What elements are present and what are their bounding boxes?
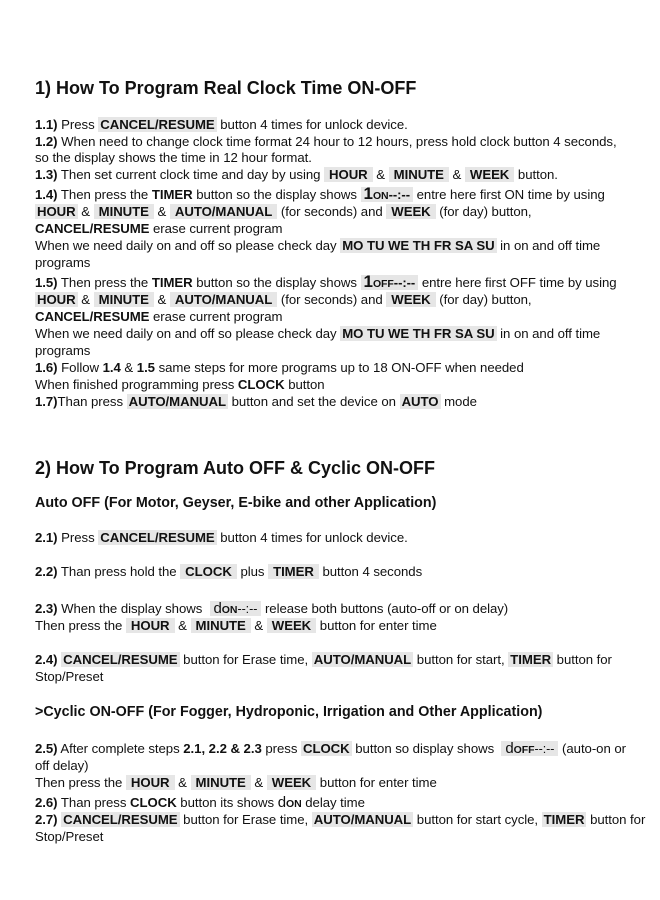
cancel-resume-key: CANCEL/RESUME [100, 117, 215, 132]
step-1-2: 1.2) When need to change clock time format 24 hour to 12 hours, press hold clock button 4 seconds, [35, 134, 617, 149]
step-1-5-days-cont: programs [35, 343, 91, 358]
display-1off: 1OFF--:-- [361, 275, 419, 290]
step-1-5: 1.5) Then press the TIMER button so the display shows 1OFF--:-- entre here first OFF time by using [35, 272, 617, 291]
clock-key: CLOCK [237, 377, 285, 392]
cancel-resume-key: CANCEL/RESUME [35, 309, 150, 324]
cyclic-subtitle: >Cyclic ON-OFF (For Fogger, Hydroponic, Irrigation and Other Application) [35, 704, 543, 720]
display-1on: 1ON--:-- [361, 187, 413, 202]
step-2-4: 2.4) CANCEL/RESUME button for Erase time, AUTO/MANUAL button for start, TIMER button for [35, 652, 612, 667]
hour-key: HOUR [126, 775, 175, 790]
minute-key: MINUTE [191, 775, 251, 790]
hour-key: HOUR [37, 204, 76, 219]
step-1-6: 1.6) Follow 1.4 & 1.5 same steps for more programs up to 18 ON-OFF when needed [35, 360, 524, 375]
step-2-5-cont: off delay) [35, 758, 89, 773]
step-2-5: 2.5) After complete steps 2.1, 2.2 & 2.3 press CLOCK button so display shows dOFF--:-- (auto-on or [35, 740, 626, 757]
week-key: WEEK [386, 204, 435, 219]
step-2-4-cont: Stop/Preset [35, 669, 104, 684]
week-key: WEEK [267, 618, 316, 633]
timer-key: TIMER [543, 812, 585, 827]
clock-key: CLOCK [303, 741, 350, 756]
minute-key: MINUTE [191, 618, 251, 633]
step-1-2-cont: so the display shows the time in 12 hour format. [35, 150, 312, 165]
auto-manual-key: AUTO/MANUAL [170, 292, 277, 307]
auto-manual-key: AUTO/MANUAL [128, 394, 227, 409]
auto-off-subtitle: Auto OFF (For Motor, Geyser, E-bike and other Application) [35, 495, 437, 511]
step-1-4-days-cont: programs [35, 255, 91, 270]
minute-key: MINUTE [389, 167, 449, 182]
auto-manual-key: AUTO/MANUAL [313, 812, 412, 827]
step-2-1: 2.1) Press CANCEL/RESUME button 4 times for unlock device. [35, 530, 408, 545]
step-2-3-keys: Then press the HOUR & MINUTE & WEEK button for enter time [35, 618, 437, 633]
cancel-resume-key: CANCEL/RESUME [100, 530, 215, 545]
minute-key: MINUTE [94, 204, 154, 219]
step-2-2: 2.2) Than press hold the CLOCK plus TIMER button 4 seconds [35, 564, 423, 579]
hour-key: HOUR [126, 618, 175, 633]
hour-key: HOUR [37, 292, 76, 307]
step-2-6: 2.6) Than press CLOCK button its shows dON delay time [35, 794, 365, 811]
minute-key: MINUTE [94, 292, 154, 307]
step-2-3: 2.3) When the display shows dON--:-- release both buttons (auto-off or on delay) [35, 600, 509, 617]
step-1-4: 1.4) Then press the TIMER button so the display shows 1ON--:-- entre here first ON time by using [35, 184, 605, 203]
days-key: MO TU WE TH FR SA SU [342, 238, 495, 253]
step-1-4-days: When we need daily on and off so please check day MO TU WE TH FR SA SU in on and off time [35, 238, 601, 253]
step-2-5-keys: Then press the HOUR & MINUTE & WEEK button for enter time [35, 775, 437, 790]
step-1-1: 1.1) Press CANCEL/RESUME button 4 times for unlock device. [35, 117, 408, 132]
section-1-title: 1) How To Program Real Clock Time ON-OFF [35, 78, 417, 98]
timer-key: TIMER [510, 652, 552, 667]
display-don: dON--:-- [210, 601, 262, 616]
clock-key: CLOCK [130, 795, 177, 810]
step-2-7: 2.7) CANCEL/RESUME button for Erase time, AUTO/MANUAL button for start cycle, TIMER button for [35, 812, 646, 827]
auto-manual-key: AUTO/MANUAL [170, 204, 277, 219]
week-key: WEEK [386, 292, 435, 307]
auto-manual-key: AUTO/MANUAL [313, 652, 412, 667]
cancel-resume-key: CANCEL/RESUME [63, 812, 178, 827]
section-2-title: 2) How To Program Auto OFF & Cyclic ON-OFF [35, 458, 436, 478]
step-1-4-erase: CANCEL/RESUME erase current program [35, 221, 283, 236]
cancel-resume-key: CANCEL/RESUME [63, 652, 178, 667]
display-don-text: dON [277, 794, 302, 811]
display-doff: dOFF--:-- [501, 741, 558, 756]
step-1-5-erase: CANCEL/RESUME erase current program [35, 309, 283, 324]
step-1-4-keys: HOUR & MINUTE & AUTO/MANUAL (for seconds) and WEEK (for day) button, [37, 204, 532, 219]
step-1-5-keys: HOUR & MINUTE & AUTO/MANUAL (for seconds) and WEEK (for day) button, [37, 292, 532, 307]
auto-key: AUTO [401, 394, 439, 409]
week-key: WEEK [267, 775, 316, 790]
step-1-7: 1.7)Than press AUTO/MANUAL button and set the device on AUTO mode [35, 394, 477, 409]
step-1-5-days: When we need daily on and off so please check day MO TU WE TH FR SA SU in on and off time [35, 326, 601, 341]
timer-key: TIMER [151, 275, 193, 290]
clock-key: CLOCK [180, 564, 237, 579]
timer-key: TIMER [151, 187, 193, 202]
cancel-resume-key: CANCEL/RESUME [35, 221, 150, 236]
days-key: MO TU WE TH FR SA SU [342, 326, 495, 341]
step-1-6-finish: When finished programming press CLOCK button [35, 377, 325, 392]
timer-key: TIMER [268, 564, 319, 579]
week-key: WEEK [465, 167, 514, 182]
step-2-7-cont: Stop/Preset [35, 829, 104, 844]
hour-key: HOUR [324, 167, 373, 182]
step-1-3: 1.3) Then set current clock time and day by using HOUR & MINUTE & WEEK button. [35, 167, 558, 182]
